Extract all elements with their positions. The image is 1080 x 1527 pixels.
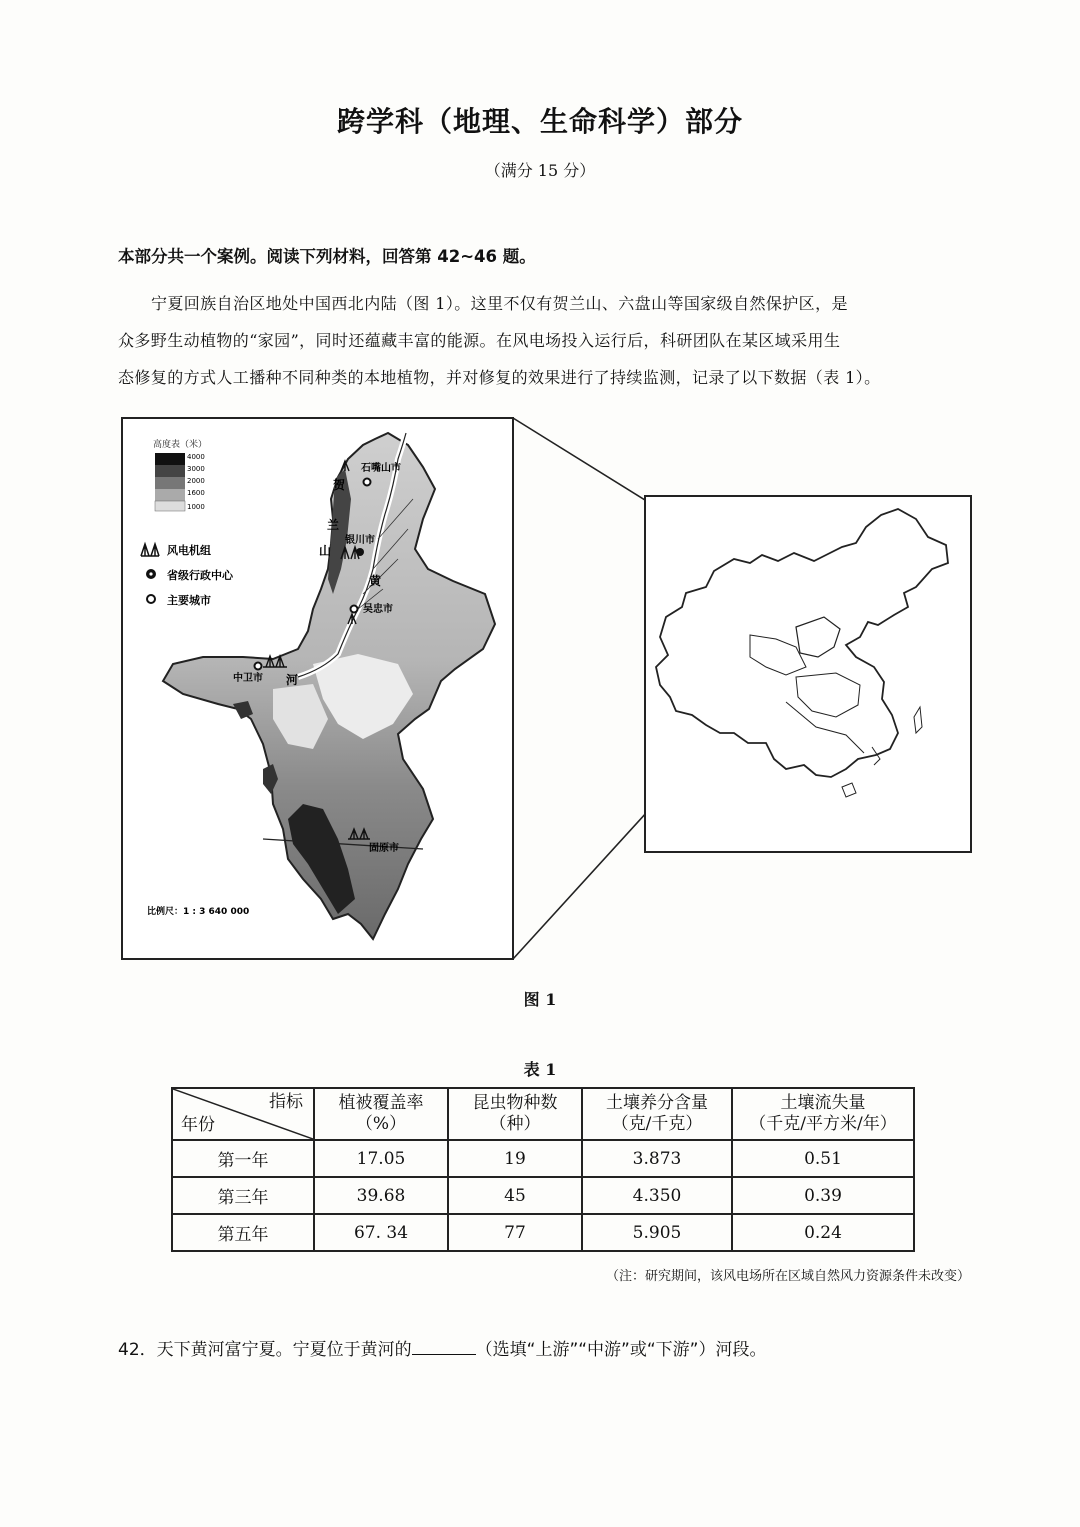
- question-42: [118, 1335, 766, 1360]
- table-row: [172, 1177, 914, 1214]
- table-cell: 77: [448, 1214, 582, 1251]
- wind-turbine-icon: [141, 544, 159, 556]
- section-intro: 本部分共一个案例。阅读下列材料，回答第 42~46 题。: [118, 247, 536, 266]
- elevation-tick: 2000: [187, 477, 205, 485]
- city-icon: [147, 595, 155, 603]
- row-year: 第三年: [172, 1177, 314, 1214]
- table-cell: 67. 34: [314, 1214, 448, 1251]
- map-scale: 比例尺：1 : 3 640 000: [147, 907, 250, 917]
- table-header-row: [172, 1088, 914, 1140]
- paragraph-line-1: 宁夏回族自治区地处中国西北内陆（图 1）。这里不仅有贺兰山、六盘山等国家级自然保护区，是: [151, 294, 848, 313]
- table-corner-cell: [172, 1088, 314, 1140]
- table-header: [448, 1088, 582, 1140]
- table-cell: 5.905: [582, 1214, 732, 1251]
- city-guyuan: 固原市: [369, 843, 399, 854]
- table-caption: 表 1: [523, 1060, 557, 1079]
- china-outline-graphic: [646, 497, 970, 851]
- table-row: [172, 1214, 914, 1251]
- label-river: 河: [286, 673, 299, 687]
- answer-blank[interactable]: [412, 1339, 476, 1355]
- table-row: [172, 1140, 914, 1177]
- elevation-tick: 4000: [187, 453, 205, 461]
- paragraph-line-2: 众多野生动植物的“家园”，同时还蕴藏丰富的能源。在风电场投入运行后，科研团队在某区域采用生: [118, 331, 841, 350]
- header-unit: （种）: [489, 1114, 541, 1134]
- header-name: 昆虫物种数: [472, 1093, 558, 1113]
- city-wuzhong: 吴忠市: [363, 604, 393, 615]
- legend-wind-label: 风电机组: [167, 544, 211, 557]
- score-note: （满分 15 分）: [484, 161, 596, 180]
- table-header: [732, 1088, 914, 1140]
- header-unit: （克/千克）: [611, 1114, 703, 1134]
- table-cell: 39.68: [314, 1177, 448, 1214]
- label-he: 贺: [333, 478, 346, 492]
- legend-capital-label: 省级行政中心: [167, 569, 233, 582]
- label-shan: 山: [319, 544, 332, 558]
- ningxia-map-graphic: [123, 419, 512, 958]
- row-year: 第五年: [172, 1214, 314, 1251]
- ningxia-map: [121, 417, 514, 960]
- elevation-legend-title: 高度表（米）: [153, 440, 208, 450]
- table-note: （注：研究期间，该风电场所在区域自然风力资源条件未改变）: [605, 1269, 970, 1284]
- table-cell: 0.39: [732, 1177, 914, 1214]
- table-cell: 0.24: [732, 1214, 914, 1251]
- corner-year-label: 年份: [181, 1115, 215, 1135]
- row-year: 第一年: [172, 1140, 314, 1177]
- header-unit: （%）: [355, 1114, 407, 1134]
- monitoring-table: [171, 1087, 915, 1252]
- city-yinchuan: 银川市: [345, 535, 375, 546]
- china-inset-map: [644, 495, 972, 853]
- legend-city-label: 主要城市: [167, 594, 211, 607]
- label-yellow: 黄: [369, 574, 382, 588]
- table-cell: 45: [448, 1177, 582, 1214]
- city-shizuishan: 石嘴山市: [361, 463, 401, 474]
- page-title: 跨学科（地理、生命科学）部分: [336, 105, 743, 138]
- table-cell: 19: [448, 1140, 582, 1177]
- header-unit: （千克/平方米/年）: [749, 1114, 897, 1134]
- table-cell: 0.51: [732, 1140, 914, 1177]
- city-zhongwei: 中卫市: [233, 673, 263, 684]
- corner-indicator-label: 指标: [269, 1092, 303, 1112]
- elevation-tick: 1600: [187, 489, 205, 497]
- label-lan: 兰: [327, 518, 340, 532]
- table-header: [582, 1088, 732, 1140]
- table-cell: 3.873: [582, 1140, 732, 1177]
- header-name: 植被覆盖率: [338, 1093, 424, 1113]
- elevation-tick: 1000: [187, 503, 205, 511]
- header-name: 土壤养分含量: [606, 1093, 708, 1113]
- table-cell: 4.350: [582, 1177, 732, 1214]
- elevation-tick: 3000: [187, 465, 205, 473]
- table-header: [314, 1088, 448, 1140]
- question-42-text-before: 42．天下黄河富宁夏。宁夏位于黄河的: [118, 1340, 412, 1360]
- figure-caption: 图 1: [523, 990, 557, 1009]
- question-42-text-after: （选填“上游”“中游”或“下游”）河段。: [475, 1340, 767, 1360]
- header-name: 土壤流失量: [780, 1093, 866, 1113]
- paragraph-line-3: 态修复的方式人工播种不同种类的本地植物，并对修复的效果进行了持续监测，记录了以下数据（表 1）。: [118, 368, 881, 387]
- table-cell: 17.05: [314, 1140, 448, 1177]
